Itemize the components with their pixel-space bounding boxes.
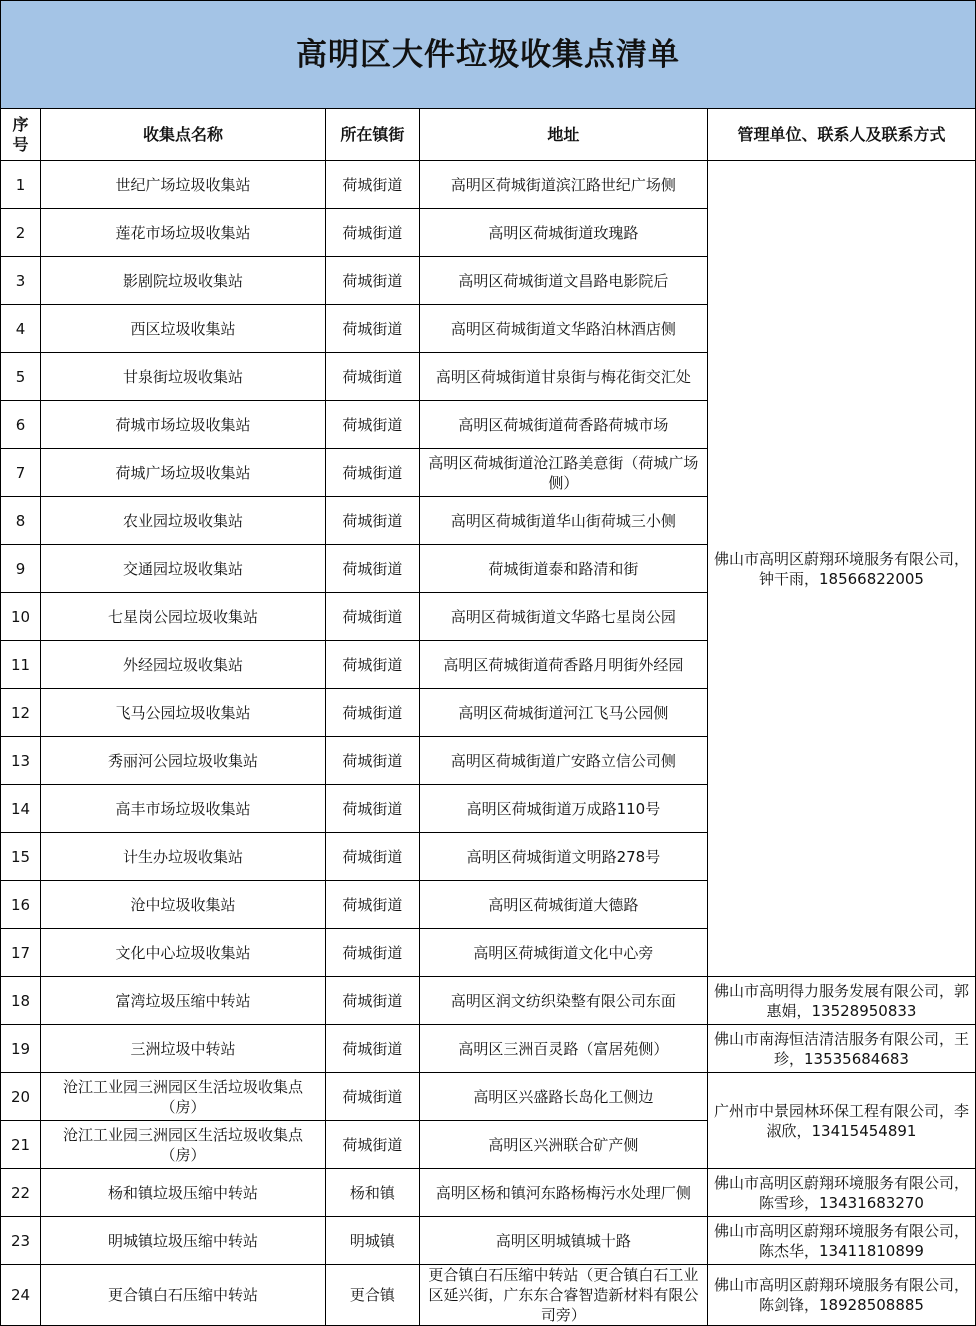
cell-no: 7 xyxy=(1,449,41,497)
table-row xyxy=(1,1169,976,1217)
header-row xyxy=(1,109,976,161)
cell-town: 荷城街道 xyxy=(325,1025,419,1073)
cell-no: 12 xyxy=(1,689,41,737)
cell-manager: 佛山市高明区蔚翔环境服务有限公司，陈杰华，13411810899 xyxy=(707,1217,975,1265)
table-row xyxy=(1,1025,976,1073)
cell-no: 11 xyxy=(1,641,41,689)
cell-name: 飞马公园垃圾收集站 xyxy=(41,689,326,737)
cell-address: 高明区荷城街道河江飞马公园侧 xyxy=(419,689,707,737)
cell-town: 荷城街道 xyxy=(325,497,419,545)
cell-address: 高明区荷城街道华山街荷城三小侧 xyxy=(419,497,707,545)
cell-no: 2 xyxy=(1,209,41,257)
cell-name: 七星岗公园垃圾收集站 xyxy=(41,593,326,641)
cell-name: 文化中心垃圾收集站 xyxy=(41,929,326,977)
cell-town: 荷城街道 xyxy=(325,641,419,689)
cell-town: 荷城街道 xyxy=(325,353,419,401)
cell-no: 3 xyxy=(1,257,41,305)
cell-name: 西区垃圾收集站 xyxy=(41,305,326,353)
cell-town: 荷城街道 xyxy=(325,257,419,305)
header-address: 地址 xyxy=(419,109,707,161)
cell-manager: 佛山市高明区蔚翔环境服务有限公司，钟干雨，18566822005 xyxy=(707,161,975,977)
cell-name: 秀丽河公园垃圾收集站 xyxy=(41,737,326,785)
table-row xyxy=(1,977,976,1025)
cell-address: 高明区兴洲联合矿产侧 xyxy=(419,1121,707,1169)
cell-no: 5 xyxy=(1,353,41,401)
cell-town: 荷城街道 xyxy=(325,209,419,257)
cell-name: 高丰市场垃圾收集站 xyxy=(41,785,326,833)
cell-address: 高明区兴盛路长岛化工侧边 xyxy=(419,1073,707,1121)
cell-address: 高明区荷城街道滨江路世纪广场侧 xyxy=(419,161,707,209)
cell-no: 1 xyxy=(1,161,41,209)
header-no: 序号 xyxy=(1,109,41,161)
cell-no: 13 xyxy=(1,737,41,785)
cell-town: 荷城街道 xyxy=(325,161,419,209)
cell-name: 杨和镇垃圾压缩中转站 xyxy=(41,1169,326,1217)
cell-name: 外经园垃圾收集站 xyxy=(41,641,326,689)
cell-town: 荷城街道 xyxy=(325,977,419,1025)
cell-address: 高明区润文纺织染整有限公司东面 xyxy=(419,977,707,1025)
cell-name: 甘泉街垃圾收集站 xyxy=(41,353,326,401)
cell-name: 沧江工业园三洲园区生活垃圾收集点（房） xyxy=(41,1073,326,1121)
cell-no: 4 xyxy=(1,305,41,353)
cell-town: 荷城街道 xyxy=(325,881,419,929)
cell-name: 荷城广场垃圾收集站 xyxy=(41,449,326,497)
cell-address: 高明区荷城街道广安路立信公司侧 xyxy=(419,737,707,785)
cell-address: 高明区荷城街道文明路278号 xyxy=(419,833,707,881)
header-name: 收集点名称 xyxy=(41,109,326,161)
cell-name: 计生办垃圾收集站 xyxy=(41,833,326,881)
cell-name: 荷城市场垃圾收集站 xyxy=(41,401,326,449)
table-row xyxy=(1,161,976,209)
cell-town: 荷城街道 xyxy=(325,1073,419,1121)
cell-address: 高明区荷城街道文昌路电影院后 xyxy=(419,257,707,305)
cell-name: 沧江工业园三洲园区生活垃圾收集点（房） xyxy=(41,1121,326,1169)
cell-address: 高明区三洲百灵路（富居苑侧） xyxy=(419,1025,707,1073)
cell-address: 高明区荷城街道文华路七星岗公园 xyxy=(419,593,707,641)
cell-name: 三洲垃圾中转站 xyxy=(41,1025,326,1073)
header-town: 所在镇街 xyxy=(325,109,419,161)
cell-no: 16 xyxy=(1,881,41,929)
cell-address: 高明区荷城街道文化中心旁 xyxy=(419,929,707,977)
cell-name: 明城镇垃圾压缩中转站 xyxy=(41,1217,326,1265)
cell-manager: 佛山市高明区蔚翔环境服务有限公司，陈剑锋，18928508885 xyxy=(707,1265,975,1326)
cell-no: 23 xyxy=(1,1217,41,1265)
cell-name: 莲花市场垃圾收集站 xyxy=(41,209,326,257)
cell-address: 高明区荷城街道万成路110号 xyxy=(419,785,707,833)
cell-name: 影剧院垃圾收集站 xyxy=(41,257,326,305)
cell-no: 22 xyxy=(1,1169,41,1217)
cell-manager: 广州市中景园林环保工程有限公司，李淑欣，13415454891 xyxy=(707,1073,975,1169)
cell-town: 荷城街道 xyxy=(325,833,419,881)
cell-address: 高明区荷城街道文华路泊林酒店侧 xyxy=(419,305,707,353)
cell-town: 荷城街道 xyxy=(325,785,419,833)
cell-town: 荷城街道 xyxy=(325,929,419,977)
cell-name: 农业园垃圾收集站 xyxy=(41,497,326,545)
cell-name: 更合镇白石压缩中转站 xyxy=(41,1265,326,1326)
cell-address: 高明区荷城街道大德路 xyxy=(419,881,707,929)
cell-manager: 佛山市高明得力服务发展有限公司，郭惠娟，13528950833 xyxy=(707,977,975,1025)
cell-no: 24 xyxy=(1,1265,41,1326)
cell-town: 荷城街道 xyxy=(325,1121,419,1169)
cell-town: 更合镇 xyxy=(325,1265,419,1326)
cell-address: 高明区荷城街道荷香路荷城市场 xyxy=(419,401,707,449)
cell-address: 荷城街道泰和路清和街 xyxy=(419,545,707,593)
table-row xyxy=(1,1073,976,1121)
sheet-title: 高明区大件垃圾收集点清单 xyxy=(1,1,976,109)
cell-town: 荷城街道 xyxy=(325,593,419,641)
cell-name: 沧中垃圾收集站 xyxy=(41,881,326,929)
cell-name: 交通园垃圾收集站 xyxy=(41,545,326,593)
cell-address: 高明区明城镇城十路 xyxy=(419,1217,707,1265)
cell-name: 世纪广场垃圾收集站 xyxy=(41,161,326,209)
table-row xyxy=(1,1265,976,1326)
cell-town: 荷城街道 xyxy=(325,305,419,353)
cell-no: 17 xyxy=(1,929,41,977)
cell-no: 19 xyxy=(1,1025,41,1073)
cell-no: 15 xyxy=(1,833,41,881)
cell-manager: 佛山市南海恒洁清洁服务有限公司，王珍，13535684683 xyxy=(707,1025,975,1073)
cell-town: 明城镇 xyxy=(325,1217,419,1265)
table-row xyxy=(1,1217,976,1265)
cell-address: 高明区荷城街道甘泉街与梅花街交汇处 xyxy=(419,353,707,401)
cell-no: 10 xyxy=(1,593,41,641)
cell-address: 高明区杨和镇河东路杨梅污水处理厂侧 xyxy=(419,1169,707,1217)
header-manager: 管理单位、联系人及联系方式 xyxy=(707,109,975,161)
cell-address: 高明区荷城街道荷香路月明街外经园 xyxy=(419,641,707,689)
cell-address: 更合镇白石压缩中转站（更合镇白石工业区延兴街，广东东合睿智造新材料有限公司旁） xyxy=(419,1265,707,1326)
cell-name: 富湾垃圾压缩中转站 xyxy=(41,977,326,1025)
cell-no: 9 xyxy=(1,545,41,593)
cell-address: 高明区荷城街道玫瑰路 xyxy=(419,209,707,257)
cell-no: 20 xyxy=(1,1073,41,1121)
cell-no: 14 xyxy=(1,785,41,833)
cell-no: 18 xyxy=(1,977,41,1025)
cell-manager: 佛山市高明区蔚翔环境服务有限公司，陈雪珍，13431683270 xyxy=(707,1169,975,1217)
cell-no: 21 xyxy=(1,1121,41,1169)
cell-town: 荷城街道 xyxy=(325,449,419,497)
cell-no: 8 xyxy=(1,497,41,545)
cell-town: 荷城街道 xyxy=(325,545,419,593)
cell-town: 杨和镇 xyxy=(325,1169,419,1217)
cell-town: 荷城街道 xyxy=(325,401,419,449)
cell-town: 荷城街道 xyxy=(325,689,419,737)
cell-town: 荷城街道 xyxy=(325,737,419,785)
cell-address: 高明区荷城街道沧江路美意街（荷城广场侧） xyxy=(419,449,707,497)
cell-no: 6 xyxy=(1,401,41,449)
